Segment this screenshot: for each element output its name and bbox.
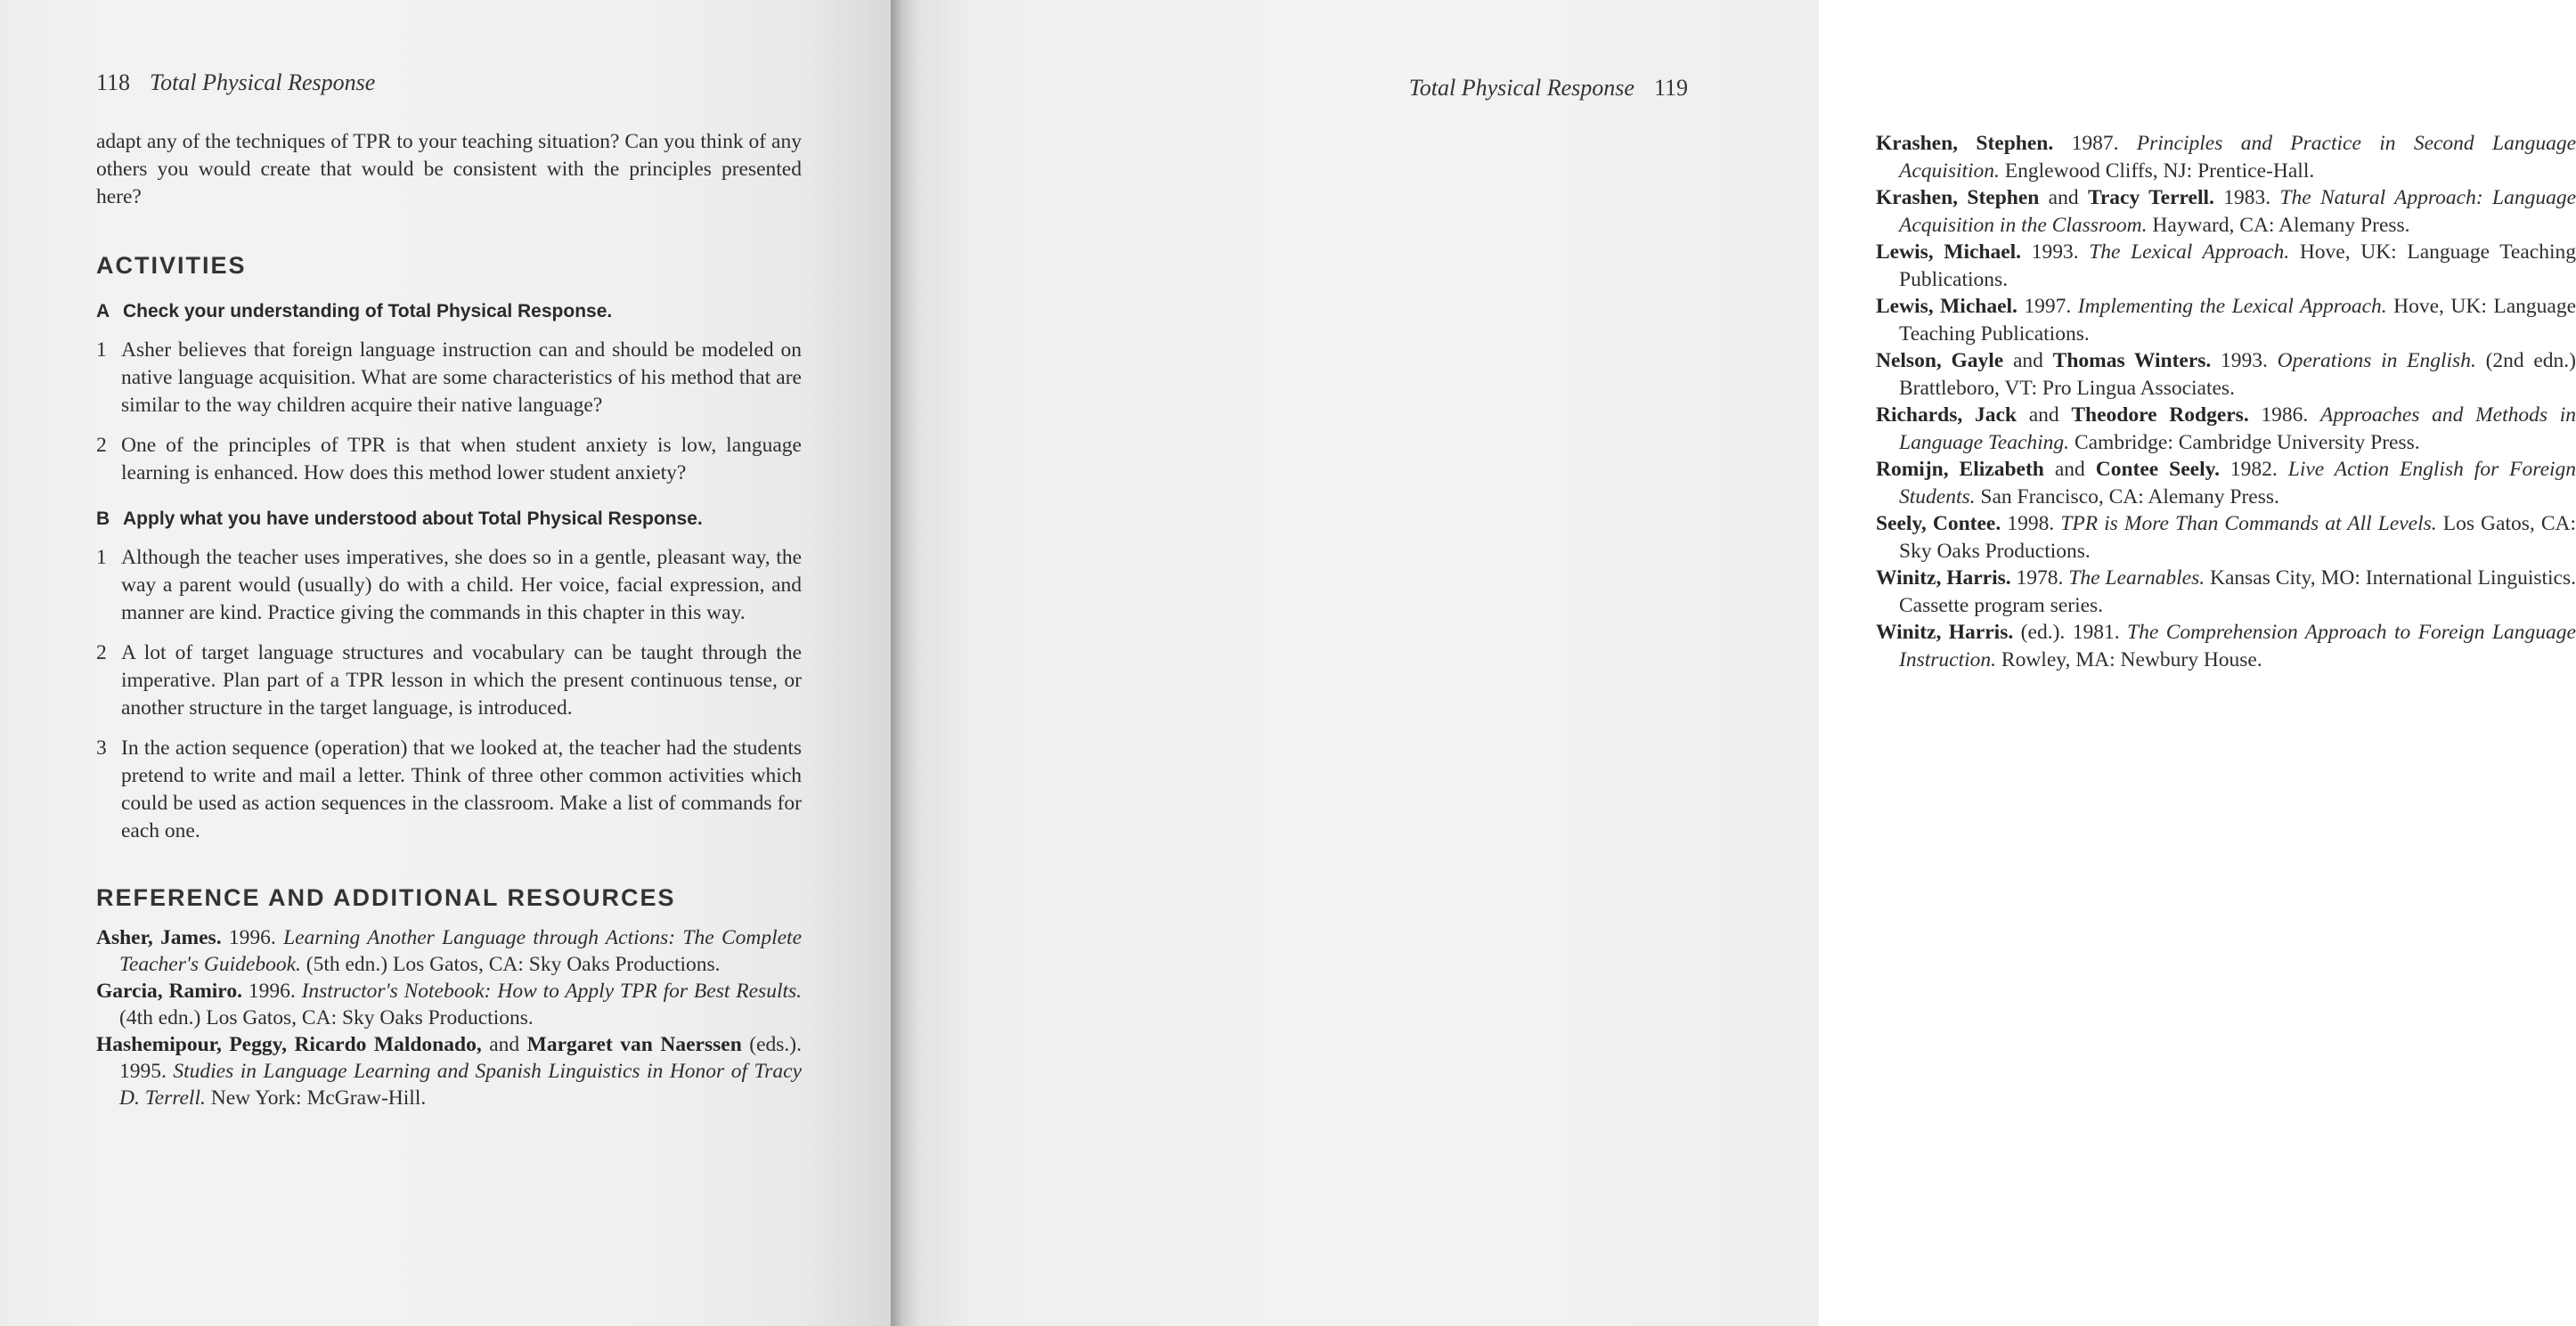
ref-publisher: Kansas City, MO: International Linguistics. Cassette program series. <box>1899 566 2576 617</box>
item-text: One of the principles of TPR is that when student anxiety is low, language learning is enhanced. How does this method lower student anxiety? <box>121 434 802 484</box>
section-b-title: Apply what you have understood about Total Physical Response. <box>123 508 703 529</box>
left-running-head <box>96 69 375 96</box>
right-reference-list <box>1876 130 2576 673</box>
reference-entry <box>96 1031 802 1111</box>
reference-entry <box>1876 510 2576 565</box>
ref-coauthors: Thomas Winters. <box>2052 349 2212 372</box>
right-page <box>891 0 2576 1326</box>
ref-authors: Nelson, Gayle <box>1876 349 2004 372</box>
ref-year: 1996. <box>221 926 284 949</box>
ref-title: Operations in English. <box>2277 349 2476 372</box>
ref-title: TPR is More Than Commands at All Levels. <box>2060 512 2437 535</box>
ref-publisher: Rowley, MA: Newbury House. <box>1996 647 2262 671</box>
right-running-title: Total Physical Response <box>1408 75 1634 101</box>
intro-paragraph: adapt any of the techniques of TPR to your teaching situation? Can you think of any others you would create that would be consistent with the principles presented here? <box>96 130 802 208</box>
ref-year: 1997. <box>2017 295 2078 318</box>
reference-entry <box>96 978 802 1031</box>
item-number: 3 <box>96 736 107 760</box>
right-running-head <box>1409 75 1688 102</box>
ref-coauthors: Theodore Rodgers. <box>2071 403 2249 427</box>
left-reference-list <box>96 924 802 1111</box>
reference-entry <box>1876 347 2576 402</box>
ref-year: 1996. <box>241 980 302 1003</box>
activities-heading: ACTIVITIES <box>96 252 247 279</box>
item-number: 1 <box>96 338 107 362</box>
section-b-letter: B <box>96 508 110 529</box>
reference-entry <box>1876 184 2576 239</box>
ref-title: The Comprehension Approach to Foreign Language Instruction. <box>1899 621 2576 671</box>
ref-coauthors: Contee Seely. <box>2095 458 2220 481</box>
ref-year: (eds.). 1995. <box>119 1033 803 1083</box>
left-page <box>0 0 891 1326</box>
ref-publisher: (4th edn.) Los Gatos, CA: Sky Oaks Productions. <box>119 1006 534 1029</box>
ref-authors: Garcia, Ramiro. <box>96 980 242 1003</box>
ref-year: 1983. <box>2213 186 2280 209</box>
ref-title: Learning Another Language through Actions: The Complete Teacher's Guidebook. <box>119 926 803 976</box>
ref-conjunction: and <box>2017 403 2072 427</box>
ref-title: Live Action English for Foreign Students. <box>1899 458 2576 508</box>
section-a-letter: A <box>96 301 110 321</box>
item-number: 2 <box>96 641 107 664</box>
ref-conjunction: and <box>2043 458 2096 481</box>
ref-title: Studies in Language Learning and Spanish Linguistics in Honor of Tracy D. Terrell. <box>119 1060 802 1110</box>
ref-year: 1978. <box>2010 566 2069 590</box>
list-item <box>96 432 802 487</box>
section-a-title: Check your understanding of Total Physical Response. <box>123 301 613 321</box>
section-a-heading <box>96 301 802 322</box>
section-b-heading <box>96 508 802 530</box>
ref-authors: Lewis, Michael. <box>1876 295 2018 318</box>
ref-authors: Winitz, Harris. <box>1876 566 2011 590</box>
item-text: A lot of target language structures and vocabulary can be taught through the imperative. Plan part of a TPR lesson in which the present continuous tense, or another structure in the target language, is introduced. <box>121 641 802 720</box>
ref-title: The Natural Approach: Language Acquisition in the Classroom. <box>1899 186 2576 237</box>
left-text-column <box>96 128 802 1111</box>
list-item <box>96 735 802 845</box>
ref-title: The Learnables. <box>2068 566 2205 590</box>
ref-publisher: Englewood Cliffs, NJ: Prentice-Hall. <box>1999 159 2315 183</box>
ref-title: Instructor's Notebook: How to Apply TPR for Best Results. <box>301 980 803 1003</box>
reference-entry <box>1876 402 2576 456</box>
ref-coauthors: Tracy Terrell. <box>2087 186 2214 209</box>
ref-publisher: Cambridge: Cambridge University Press. <box>2069 430 2420 454</box>
ref-year: (ed.). 1981. <box>2013 621 2128 644</box>
ref-conjunction: and <box>481 1033 527 1056</box>
ref-authors: Lewis, Michael. <box>1876 240 2022 264</box>
reference-entry <box>1876 239 2576 293</box>
left-page-number: 118 <box>96 69 131 95</box>
ref-year: 1993. <box>2211 349 2278 372</box>
ref-authors: Krashen, Stephen. <box>1876 132 2054 155</box>
ref-publisher: Hove, UK: Language Teaching Publications. <box>1899 295 2576 346</box>
ref-authors: Richards, Jack <box>1876 403 2017 427</box>
reference-entry <box>1876 619 2576 673</box>
ref-authors: Romijn, Elizabeth <box>1876 458 2044 481</box>
ref-title: Implementing the Lexical Approach. <box>2077 295 2387 318</box>
list-item <box>96 639 802 722</box>
ref-publisher: (2nd edn.) Brattleboro, VT: Pro Lingua Associates. <box>1899 349 2576 400</box>
ref-coauthors: Margaret van Naerssen <box>526 1033 742 1056</box>
item-text: In the action sequence (operation) that we looked at, the teacher had the students pretend to write and mail a letter. Think of three other common activities which could be used as action sequences in the classroom. Make a list of commands for each one. <box>121 736 802 842</box>
ref-authors: Seely, Contee. <box>1876 512 2001 535</box>
reference-entry <box>1876 293 2576 347</box>
item-text: Although the teacher uses imperatives, she does so in a gentle, pleasant way, the way a parent would (usually) do with a child. Her voice, facial expression, and manner are kind. Practice giving the commands in this chapter in this way. <box>121 546 802 624</box>
item-number: 1 <box>96 546 107 569</box>
reference-entry <box>1876 565 2576 619</box>
ref-authors: Asher, James. <box>96 926 222 949</box>
ref-publisher: New York: McGraw-Hill. <box>205 1086 427 1110</box>
list-item <box>96 337 802 419</box>
ref-year: 1982. <box>2219 458 2288 481</box>
reference-entry <box>96 924 802 978</box>
reference-entry <box>1876 130 2576 184</box>
ref-year: 1998. <box>2001 512 2061 535</box>
ref-publisher: San Francisco, CA: Alemany Press. <box>1975 484 2279 508</box>
ref-year: 1987. <box>2053 132 2137 155</box>
right-page-number: 119 <box>1653 75 1688 101</box>
ref-title: The Lexical Approach. <box>2089 240 2290 264</box>
reference-entry <box>1876 456 2576 510</box>
ref-title: Approaches and Methods in Language Teaching. <box>1899 403 2576 454</box>
ref-authors: Hashemipour, Peggy, Ricardo Maldonado, <box>96 1033 482 1056</box>
ref-publisher: (5th edn.) Los Gatos, CA: Sky Oaks Productions. <box>300 953 721 976</box>
ref-authors: Krashen, Stephen <box>1876 186 2040 209</box>
ref-conjunction: and <box>2003 349 2053 372</box>
ref-title: Principles and Practice in Second Language Acquisition. <box>1899 132 2576 183</box>
ref-year: 1986. <box>2248 403 2321 427</box>
ref-authors: Winitz, Harris. <box>1876 621 2014 644</box>
item-text: Asher believes that foreign language instruction can and should be modeled on native language acquisition. What are some characteristics of his method that are similar to the way children acquire their native language? <box>121 338 802 417</box>
ref-conjunction: and <box>2039 186 2088 209</box>
ref-publisher: Hove, UK: Language Teaching Publications. <box>1899 240 2576 291</box>
item-number: 2 <box>96 434 107 457</box>
list-item <box>96 544 802 627</box>
left-running-title: Total Physical Response <box>150 69 376 95</box>
ref-publisher: Los Gatos, CA: Sky Oaks Productions. <box>1899 512 2576 563</box>
ref-publisher: Hayward, CA: Alemany Press. <box>2147 213 2410 237</box>
resources-heading: REFERENCE AND ADDITIONAL RESOURCES <box>96 884 676 911</box>
ref-year: 1993. <box>2021 240 2090 264</box>
